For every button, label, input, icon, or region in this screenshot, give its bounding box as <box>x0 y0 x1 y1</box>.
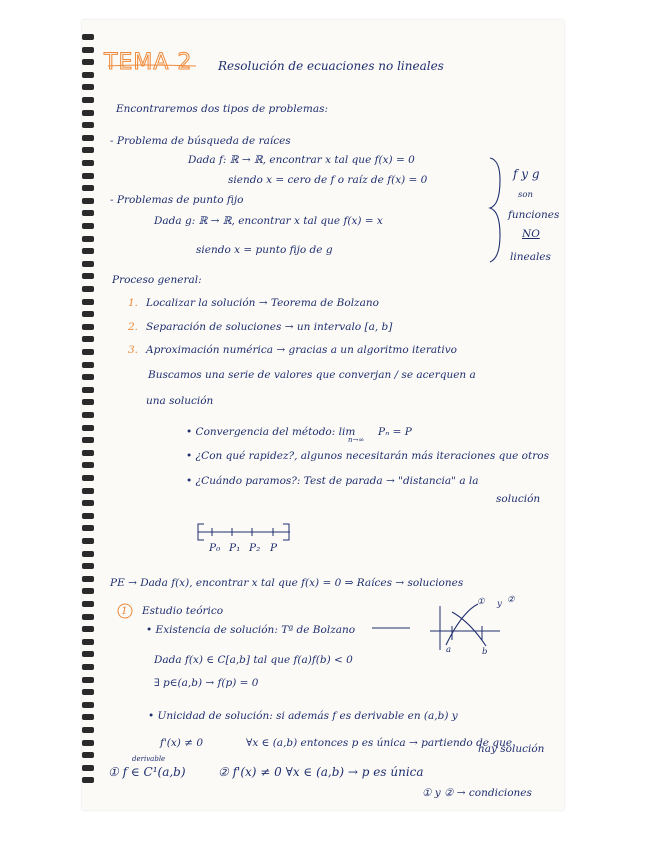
condition-2: ② f'(x) ≠ 0 ∀x ∈ (a,b) → p es única <box>218 765 424 779</box>
axis-label-p: P <box>270 542 278 554</box>
intro-text: Encontraremos dos tipos de problemas: <box>116 103 329 115</box>
pe-line: PE → Dada f(x), encontrar x tal que f(x) = 0 ⇒ Raíces → soluciones <box>110 577 464 589</box>
condition-1: ① f ∈ C¹(a,b) <box>108 765 186 779</box>
proceso-heading: Proceso general: <box>112 274 202 286</box>
exists-line: ∃ p∈(a,b) → f(p) = 0 <box>154 677 259 689</box>
problem2-label: - Problemas de punto fijo <box>110 194 244 206</box>
bullet-limit-end: Pₙ = P <box>378 426 412 438</box>
axis-label-p1: P₁ <box>229 542 241 554</box>
step3-num: 3. <box>128 344 139 356</box>
problem1-line1: Dada f: ℝ → ℝ, encontrar x tal que f(x) = 0 <box>188 154 415 166</box>
problem1-line2: siendo x = cero de f o raíz de f(x) = 0 <box>228 174 428 186</box>
graph-curve-1 <box>446 604 478 645</box>
step1-num: 1. <box>128 297 139 309</box>
axis-label-p2: P₂ <box>249 542 261 554</box>
problem1-label: - Problema de búsqueda de raíces <box>110 135 291 147</box>
graph-label-a: a <box>446 645 452 655</box>
existencia-line: • Existencia de solución: Tª de Bolzano <box>146 624 356 636</box>
side-note-funciones: funciones <box>508 209 560 221</box>
title-underline <box>108 65 196 66</box>
graph-label-two: ② <box>507 595 515 605</box>
step3-text: Aproximación numérica → gracias a un algoritmo iterativo <box>146 344 457 356</box>
side-note-lineales: lineales <box>510 251 551 263</box>
problem2-line2: siendo x = punto fijo de g <box>196 244 333 256</box>
side-brace <box>490 158 500 262</box>
graph-label-one: ① <box>477 597 485 607</box>
bullet-parada-solucion: solución <box>496 493 541 505</box>
bullet-limit-sub: n→∞ <box>348 436 365 444</box>
estudio-heading: Estudio teórico <box>142 605 224 617</box>
forall-line: ∀x ∈ (a,b) entonces p es única → partiendo de que <box>246 737 513 749</box>
buscamos-line2: una solución <box>146 395 214 407</box>
bullet-convergencia: • Convergencia del método: lim <box>186 426 356 438</box>
side-note-no: NO <box>522 228 540 240</box>
hay-solucion: hay solución <box>478 743 545 755</box>
side-note-fg: f y g <box>513 167 540 181</box>
buscamos-line1: Buscamos una serie de valores que converjan / se acerquen a <box>148 369 476 381</box>
axis-label-p0: P₀ <box>209 542 221 554</box>
step1-text: Localizar la solución → Teorema de Bolzano <box>146 297 379 309</box>
page-subtitle: Resolución de ecuaciones no lineales <box>218 59 444 73</box>
graph-label-b: b <box>482 647 488 657</box>
page-title: TEMA 2 <box>104 50 193 75</box>
bullet-rapidez: • ¿Con qué rapidez?, algunos necesitarán más iteraciones que otros <box>186 450 549 462</box>
graph-curve-2 <box>452 612 486 646</box>
dada-line: Dada f(x) ∈ C[a,b] tal que f(a)f(b) < 0 <box>154 654 353 666</box>
step2-num: 2. <box>128 321 139 333</box>
estudio-circle <box>118 604 132 618</box>
estudio-num: 1 <box>121 605 128 617</box>
unicidad-line: • Unicidad de solución: si además f es derivable en (a,b) y <box>148 710 458 722</box>
step2-text: Separación de soluciones → un intervalo [a, b] <box>146 321 393 333</box>
bullet-parada: • ¿Cuándo paramos?: Test de parada → "distancia" a la <box>186 475 479 487</box>
conditions-note: ① y ② → condiciones <box>422 787 532 799</box>
side-note-son: son <box>518 190 533 200</box>
graph-label-y: y <box>497 599 502 609</box>
problem2-line1: Dada g: ℝ → ℝ, encontrar x tal que f(x) = x <box>154 215 383 227</box>
derivable-note: derivable <box>132 755 166 763</box>
fprime-line: f'(x) ≠ 0 <box>160 737 204 749</box>
